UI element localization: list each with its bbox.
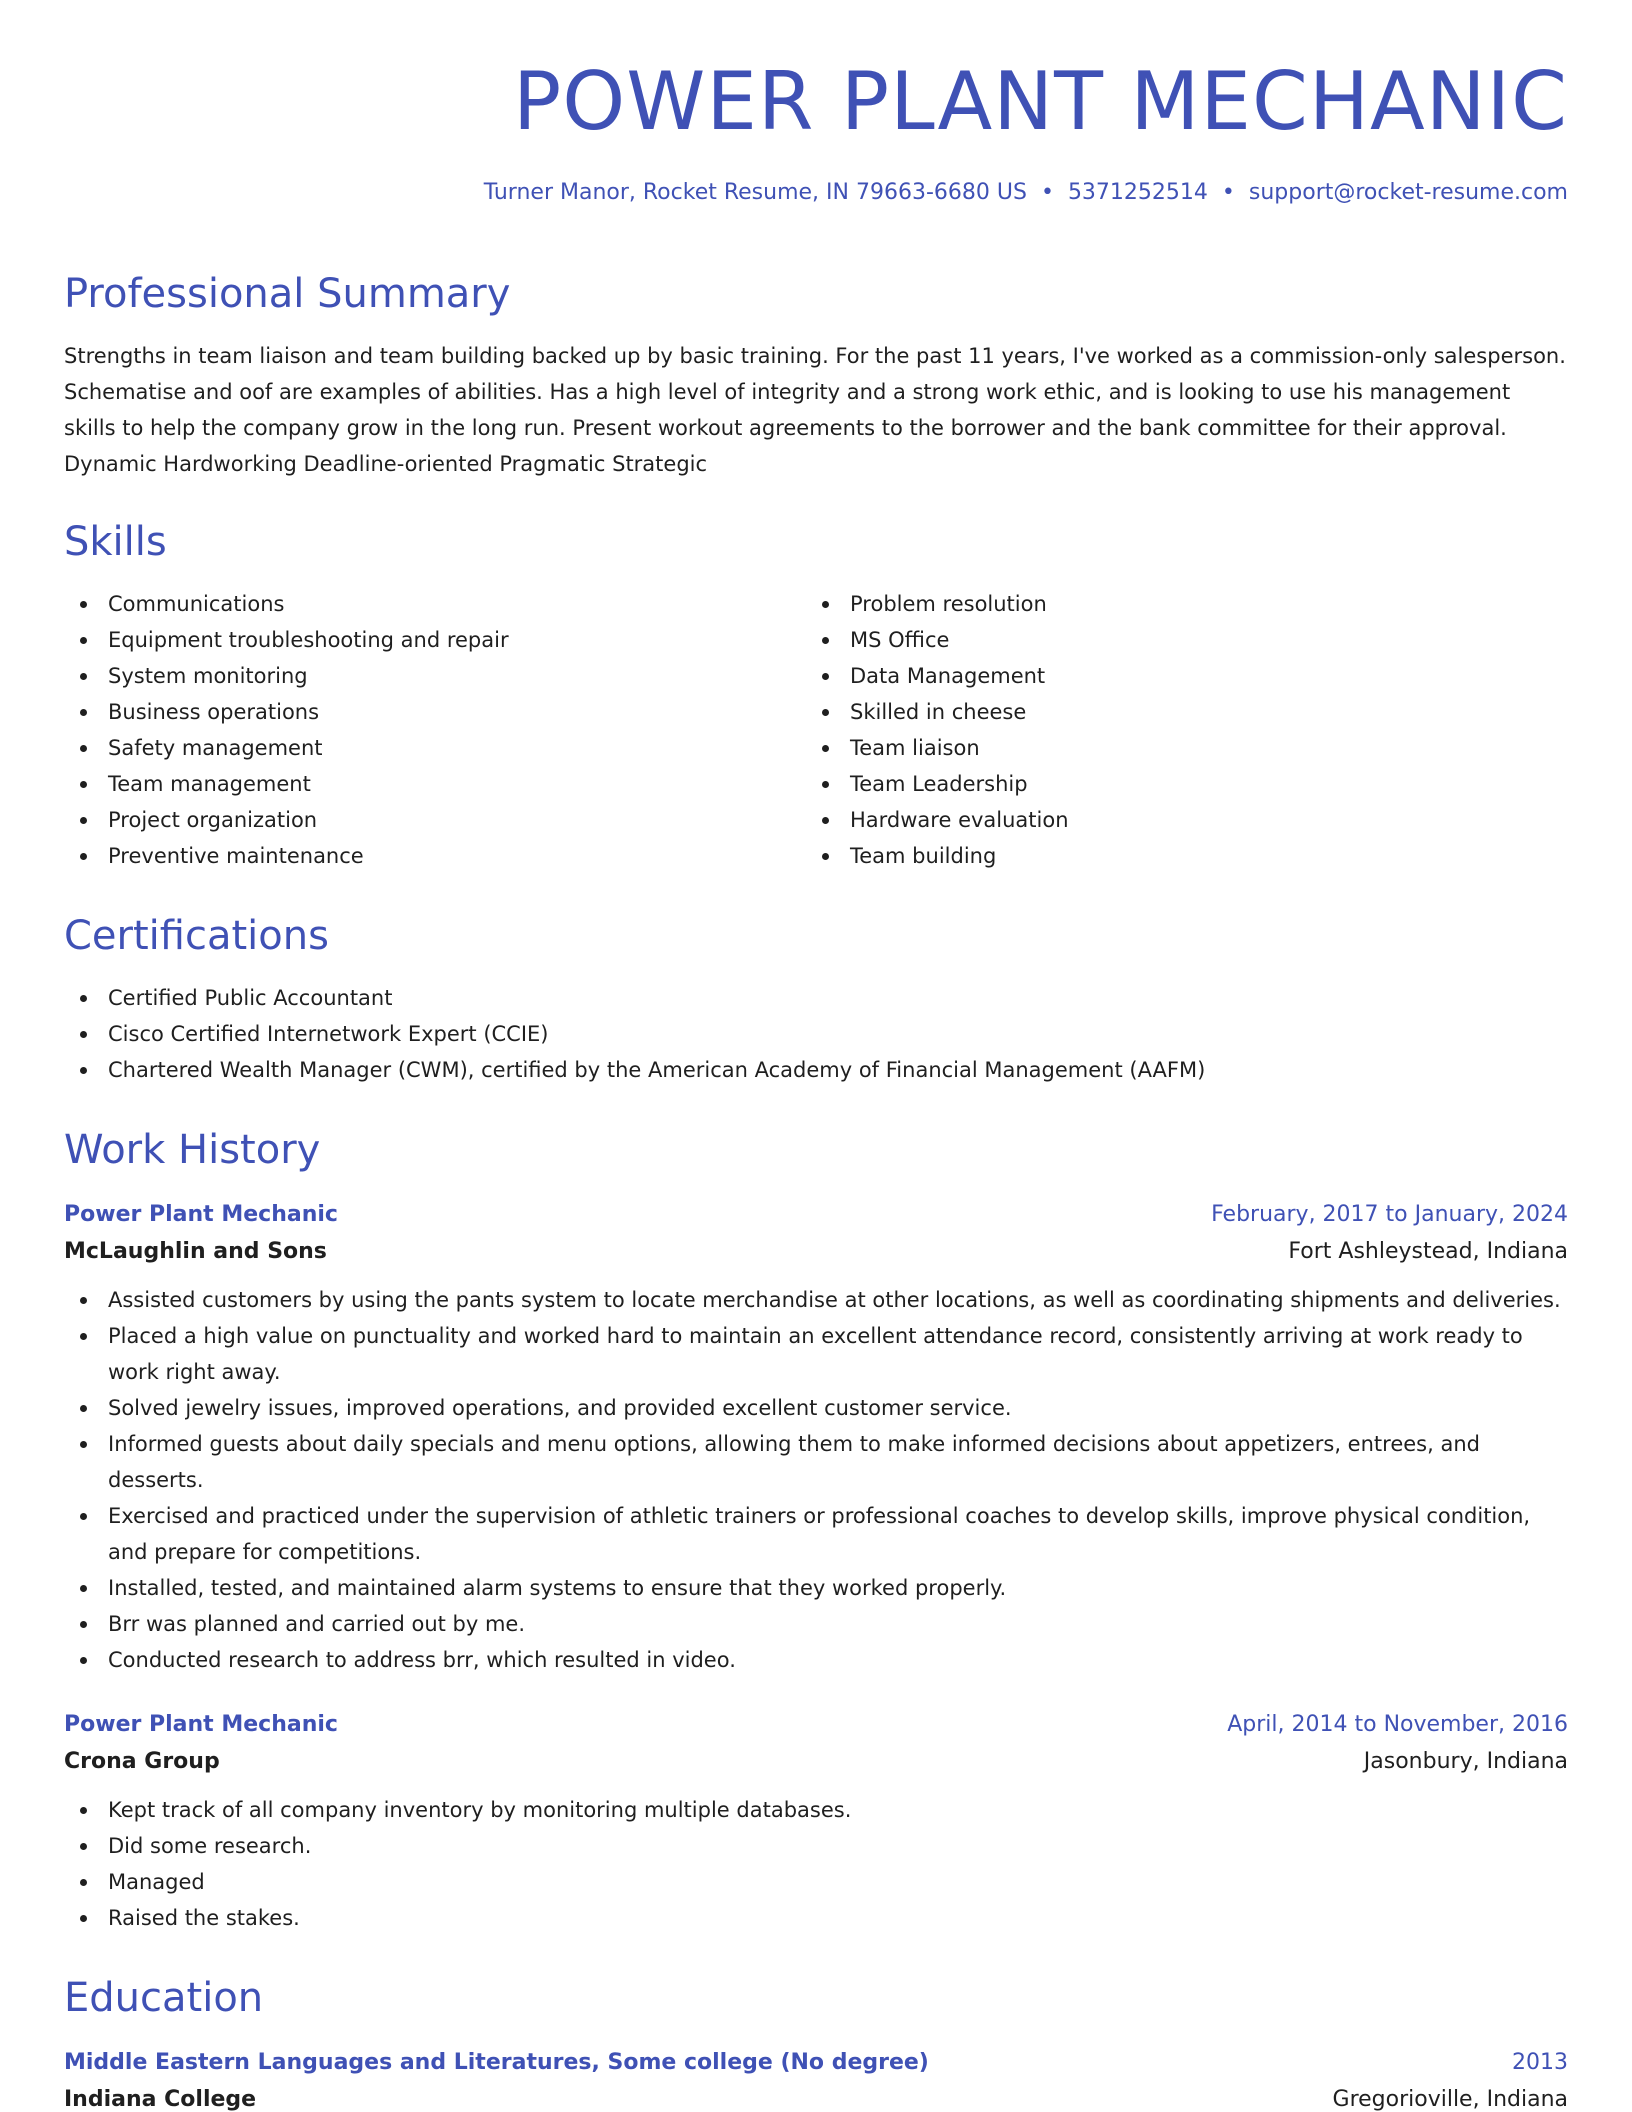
contact-separator: • bbox=[1040, 180, 1054, 205]
job-company: McLaughlin and Sons bbox=[64, 1239, 327, 1265]
job-company: Crona Group bbox=[64, 1749, 220, 1775]
job-title: Power Plant Mechanic bbox=[64, 1712, 338, 1738]
skill-item: Communications bbox=[64, 586, 806, 622]
summary-text: Strengths in team liaison and team building backed up by basic training. For the past 11 years, I've worked as a commission-only salesperson. Schematise and oof are examples of abilities. Has a high level of integrity and a strong work ethic, and is looking to use his management skills to help the company grow in the long run. Present workout agreements to the borrower and the bank committee for their approval. Dynamic Hardworking Deadline-oriented Pragmatic Strategic bbox=[64, 344, 1566, 477]
skill-item: System monitoring bbox=[64, 658, 806, 694]
certifications-list bbox=[64, 980, 1568, 1088]
skill-item: Team liaison bbox=[806, 730, 1548, 766]
job-entry bbox=[64, 1712, 1568, 1936]
job-company-row bbox=[64, 1239, 1568, 1264]
skill-item: Data Management bbox=[806, 658, 1548, 694]
skill-item: Hardware evaluation bbox=[806, 802, 1548, 838]
certification-item: Chartered Wealth Manager (CWM), certified by the American Academy of Financial Management (AAFM) bbox=[64, 1052, 1568, 1088]
contact-line bbox=[64, 180, 1568, 206]
certification-item: Certified Public Accountant bbox=[64, 980, 1568, 1016]
education-header-row bbox=[64, 2050, 1568, 2075]
education-degree: Middle Eastern Languages and Literatures, Some college (No degree) bbox=[64, 2050, 929, 2076]
job-header-row bbox=[64, 1712, 1568, 1737]
job-location: Jasonbury, Indiana bbox=[1363, 1749, 1568, 1775]
education-year: 2013 bbox=[1512, 2050, 1568, 2076]
skill-item: Equipment troubleshooting and repair bbox=[64, 622, 806, 658]
job-bullet: Installed, tested, and maintained alarm systems to ensure that they worked properly. bbox=[64, 1570, 1568, 1606]
job-dates: April, 2014 to November, 2016 bbox=[1227, 1712, 1568, 1738]
job-company-row bbox=[64, 1749, 1568, 1774]
skill-item: Safety management bbox=[64, 730, 806, 766]
contact-separator: • bbox=[1221, 180, 1235, 205]
work-history-heading: Work History bbox=[64, 1127, 321, 1174]
job-bullet: Brr was planned and carried out by me. bbox=[64, 1606, 1568, 1642]
skills-heading: Skills bbox=[64, 519, 167, 566]
skill-item: Business operations bbox=[64, 694, 806, 730]
skill-item: Team Leadership bbox=[806, 766, 1548, 802]
job-bullet: Kept track of all company inventory by monitoring multiple databases. bbox=[64, 1792, 1568, 1828]
job-bullet: Solved jewelry issues, improved operations, and provided excellent customer service. bbox=[64, 1390, 1568, 1426]
skills-left-list bbox=[64, 586, 806, 874]
job-bullets bbox=[64, 1792, 1568, 1936]
skill-item: Problem resolution bbox=[806, 586, 1548, 622]
job-header-row bbox=[64, 1202, 1568, 1227]
contact-address: Turner Manor, Rocket Resume, IN 79663-6680 US bbox=[483, 180, 1027, 205]
education-school: Indiana College bbox=[64, 2087, 257, 2112]
certifications-heading: Certifications bbox=[64, 913, 329, 960]
job-dates: February, 2017 to January, 2024 bbox=[1211, 1202, 1568, 1228]
skill-item: Project organization bbox=[64, 802, 806, 838]
resume-name: POWER PLANT MECHANIC bbox=[513, 55, 1568, 148]
skills-right-list bbox=[806, 586, 1548, 874]
skill-item: Team management bbox=[64, 766, 806, 802]
job-bullet: Assisted customers by using the pants system to locate merchandise at other locations, as well as coordinating shipments and deliveries. bbox=[64, 1282, 1568, 1318]
job-bullet: Managed bbox=[64, 1864, 1568, 1900]
job-bullets bbox=[64, 1282, 1568, 1678]
job-entry bbox=[64, 1202, 1568, 1678]
education-location: Gregorioville, Indiana bbox=[1332, 2087, 1568, 2112]
education-entry bbox=[64, 2050, 1568, 2112]
job-bullet: Conducted research to address brr, which resulted in video. bbox=[64, 1642, 1568, 1678]
skills-columns bbox=[64, 586, 1568, 874]
skill-item: Preventive maintenance bbox=[64, 838, 806, 874]
contact-email[interactable]: support@rocket-resume.com bbox=[1248, 180, 1568, 205]
job-title: Power Plant Mechanic bbox=[64, 1202, 338, 1228]
job-bullet: Did some research. bbox=[64, 1828, 1568, 1864]
skill-item: MS Office bbox=[806, 622, 1548, 658]
education-heading: Education bbox=[64, 1975, 264, 2022]
skill-item: Skilled in cheese bbox=[806, 694, 1548, 730]
summary-heading: Professional Summary bbox=[64, 271, 511, 318]
job-bullet: Raised the stakes. bbox=[64, 1900, 1568, 1936]
education-school-row bbox=[64, 2087, 1568, 2112]
job-bullet: Exercised and practiced under the supervision of athletic trainers or professional coaches to develop skills, improve physical condition, and prepare for competitions. bbox=[64, 1498, 1568, 1570]
job-bullet: Placed a high value on punctuality and worked hard to maintain an excellent attendance record, consistently arriving at work ready to work right away. bbox=[64, 1318, 1568, 1390]
certification-item: Cisco Certified Internetwork Expert (CCIE) bbox=[64, 1016, 1568, 1052]
contact-phone: 5371252514 bbox=[1067, 180, 1208, 205]
skill-item: Team building bbox=[806, 838, 1548, 874]
job-location: Fort Ashleystead, Indiana bbox=[1288, 1239, 1568, 1265]
job-bullet: Informed guests about daily specials and menu options, allowing them to make informed decisions about appetizers, entrees, and desserts. bbox=[64, 1426, 1568, 1498]
